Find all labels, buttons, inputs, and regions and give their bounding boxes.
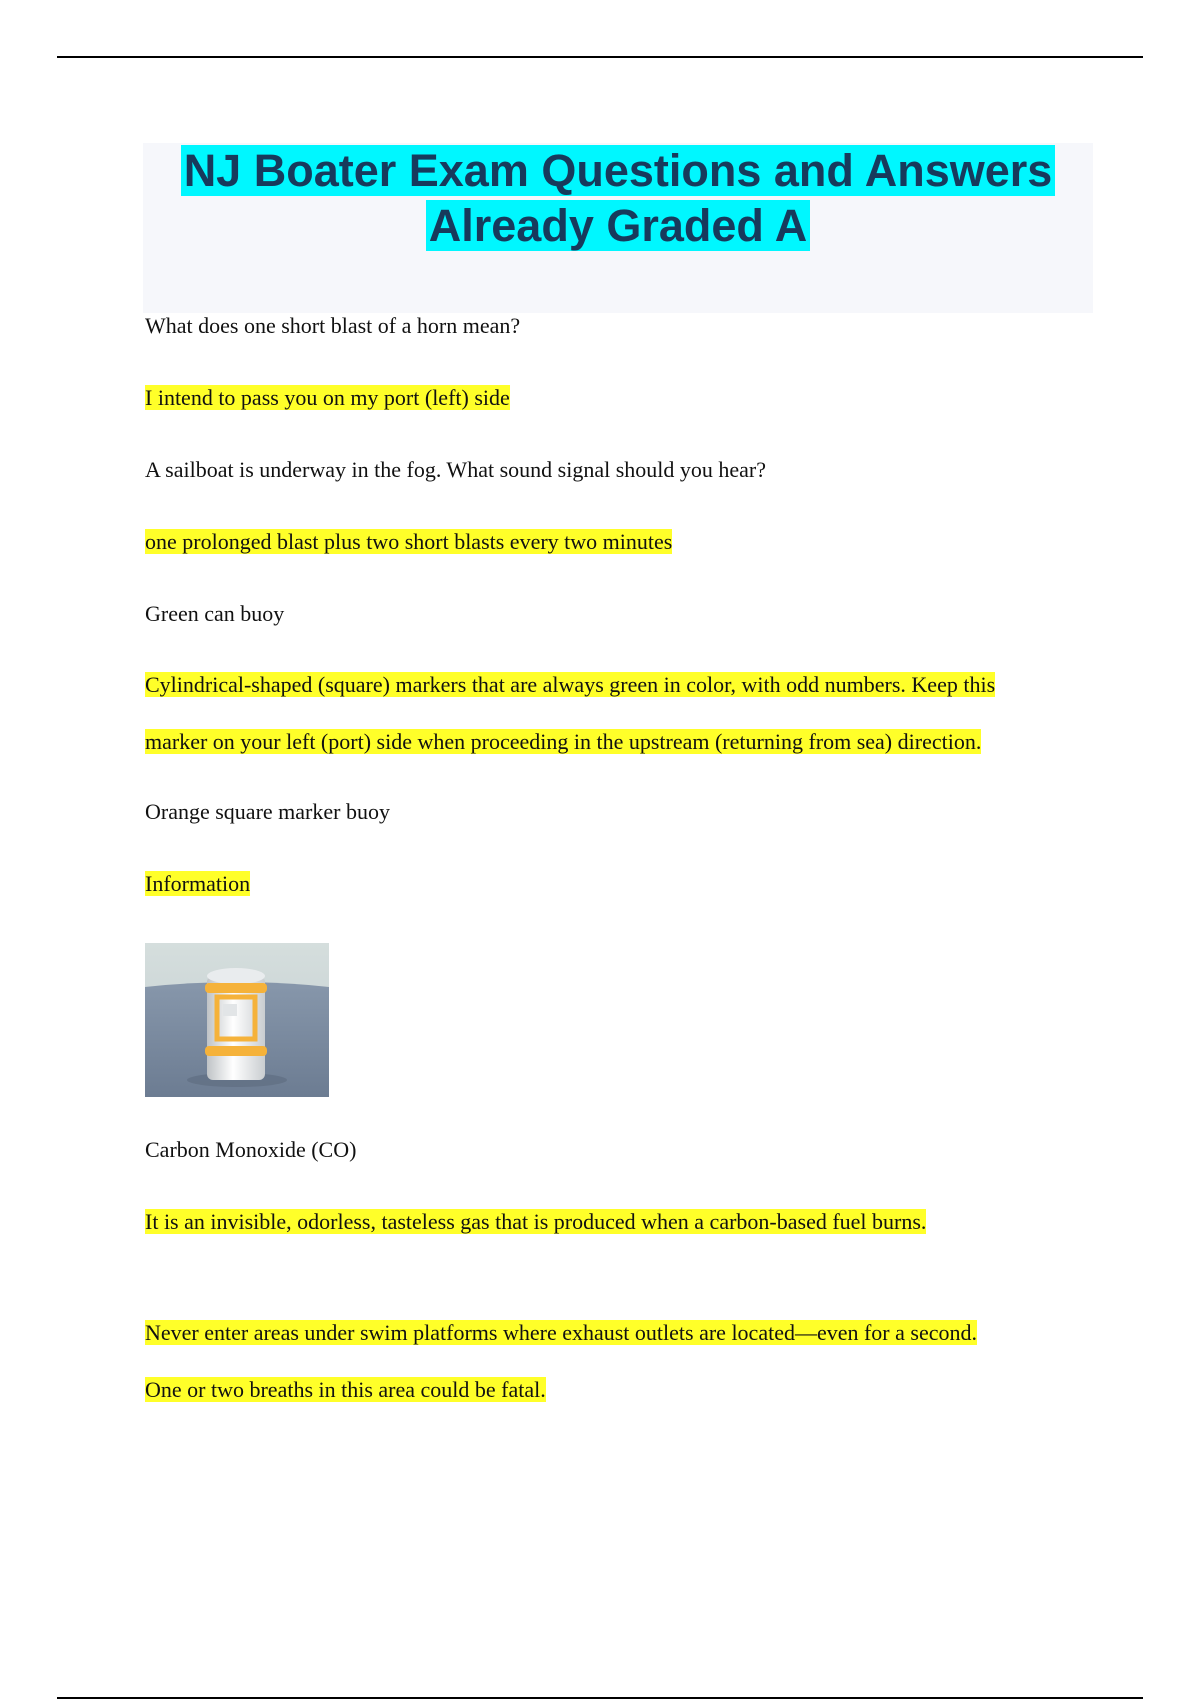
- answer-3-line-2: marker on your left (port) side when proceeding in the upstream (returning from sea) direction.: [145, 729, 982, 754]
- answer-6-line-2: One or two breaths in this area could be fatal.: [145, 1377, 546, 1402]
- answer-6-line-1: Never enter areas under swim platforms where exhaust outlets are located—even for a second.: [145, 1320, 977, 1345]
- page-title-line-1: NJ Boater Exam Questions and Answers: [143, 143, 1093, 198]
- question-4: Orange square marker buoy: [145, 799, 390, 824]
- question-2: A sailboat is underway in the fog. What sound signal should you hear?: [145, 457, 766, 482]
- information-buoy-icon: [145, 943, 329, 1097]
- page-title-line-2: Already Graded A: [143, 198, 1093, 253]
- header-rule: [57, 56, 1143, 58]
- answer-1: I intend to pass you on my port (left) side: [145, 385, 510, 410]
- answer-3-line-1: Cylindrical-shaped (square) markers that are always green in color, with odd numbers. Keep this: [145, 672, 996, 697]
- title-block: [143, 143, 1093, 313]
- question-5: Carbon Monoxide (CO): [145, 1137, 357, 1162]
- answer-5: It is an invisible, odorless, tasteless gas that is produced when a carbon-based fuel burns.: [145, 1209, 927, 1234]
- question-1: What does one short blast of a horn mean?: [145, 313, 521, 338]
- footer-rule: [57, 1697, 1143, 1699]
- question-3: Green can buoy: [145, 601, 285, 626]
- answer-2: one prolonged blast plus two short blasts every two minutes: [145, 529, 673, 554]
- answer-4: Information: [145, 871, 251, 896]
